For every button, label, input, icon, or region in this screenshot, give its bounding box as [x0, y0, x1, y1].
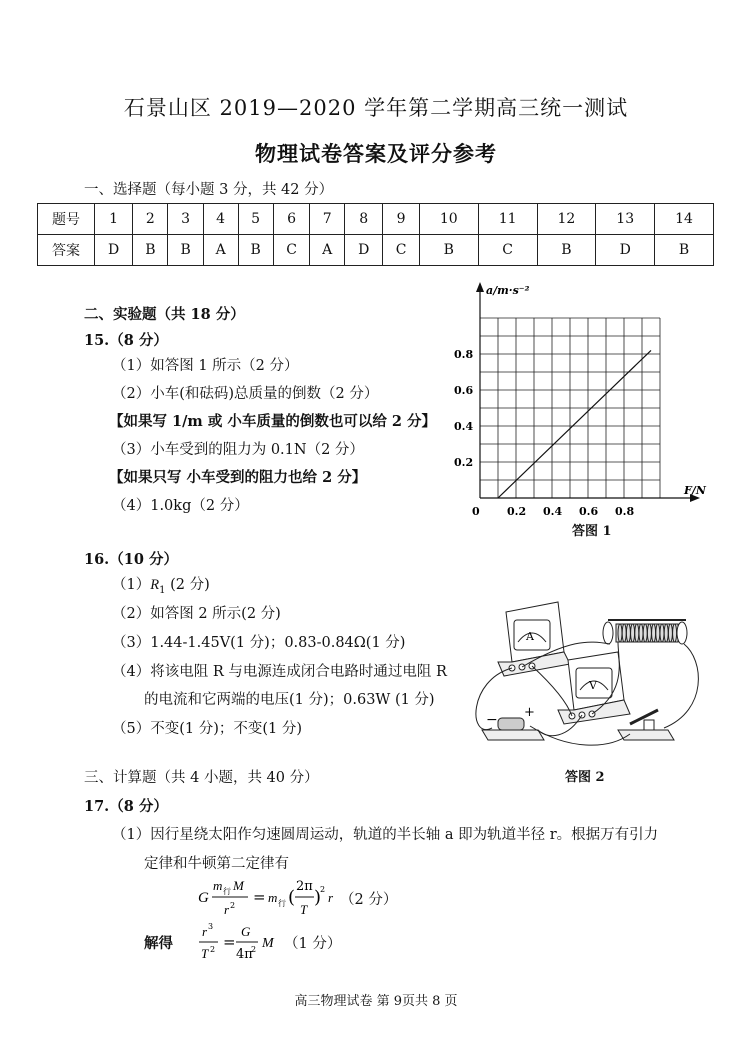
svg-text:=: = [253, 888, 266, 906]
question-number-cell: 7 [310, 204, 345, 235]
question-number-cell: 10 [419, 204, 478, 235]
answer-cell: B [419, 235, 478, 266]
svg-text:2: 2 [251, 945, 257, 954]
circuit-figure-2 [468, 600, 718, 765]
question-number-cell: 3 [168, 204, 203, 235]
svg-text:M: M [262, 936, 274, 951]
x-tick-label: 0.8 [615, 505, 635, 518]
q16-suffix: (2 分) [165, 577, 210, 593]
svg-text:m: m [268, 890, 278, 905]
page-footer: 高三物理试卷 第 9页共 8 页 [294, 994, 458, 1009]
eq1-score: （2 分） [340, 892, 398, 908]
answer-cell: C [273, 235, 310, 266]
svg-text:4π: 4π [236, 947, 253, 962]
table-row [38, 235, 714, 266]
fit-line [498, 350, 651, 498]
q16-prefix: （1） [112, 577, 151, 593]
battery [482, 705, 544, 740]
answer-cell: A [203, 235, 238, 266]
q15-line: （4）1.0kg（2 分） [112, 498, 249, 514]
answer-cell: D [95, 235, 133, 266]
eq2-score: （1 分） [284, 936, 342, 952]
q15-note: 【如果只写 小车受到的阻力也给 2 分】 [109, 469, 367, 486]
question-number-cell: 12 [537, 204, 596, 235]
svg-text:(: ( [288, 887, 296, 908]
caption-figure-2: 答图 2 [565, 770, 605, 785]
table-header-cell: 答案 [38, 235, 95, 266]
rheostat [603, 620, 687, 644]
graph-answer-1 [450, 280, 720, 540]
resistor-symbol: R [150, 577, 160, 593]
voltmeter-label: V [589, 679, 597, 692]
section3-heading: 三、计算题（共 4 小题，共 40 分） [84, 770, 319, 786]
q17-para: 定律和牛顿第二定律有 [144, 856, 289, 872]
svg-text:G: G [198, 890, 209, 906]
q15-line: （3）小车受到的阻力为 0.1N（2 分） [112, 442, 364, 458]
question-number-cell: 13 [596, 204, 655, 235]
y-tick-label: 0.6 [454, 384, 474, 397]
svg-text:m: m [213, 878, 223, 893]
x-tick-label: 0.6 [579, 505, 599, 518]
x-tick-label: 0.2 [507, 505, 527, 518]
svg-text:行: 行 [223, 887, 231, 896]
svg-text:r: r [224, 902, 230, 917]
q16-line: （5）不变(1 分)；不变(1 分) [112, 721, 303, 737]
wire [532, 666, 572, 716]
table-row [38, 204, 714, 235]
q15-line: （2）小车(和砝码)总质量的倒数（2 分） [112, 386, 379, 402]
table-header-cell: 题号 [38, 204, 95, 235]
answer-cell: B [655, 235, 714, 266]
svg-text:r: r [202, 924, 208, 939]
svg-text:2: 2 [230, 901, 236, 910]
page-title: 石景山区 2019—2020 学年第二学期高三统一测试 [123, 96, 629, 120]
question-number-cell: 14 [655, 204, 714, 235]
answer-cell: C [383, 235, 420, 266]
caption-figure-1: 答图 1 [572, 524, 612, 539]
resistor-subscript: 1 [159, 584, 166, 596]
y-tick-labels [454, 348, 473, 469]
answer-table [37, 203, 714, 266]
answer-cell: B [133, 235, 168, 266]
question-number-cell: 11 [478, 204, 537, 235]
q16-line: 的电流和它两端的电压(1 分)；0.63W (1 分) [144, 692, 435, 708]
question-number-cell: 4 [203, 204, 238, 235]
y-tick-label: 0.2 [454, 456, 474, 469]
answer-cell: B [537, 235, 596, 266]
answer-cell: C [478, 235, 537, 266]
svg-text:M: M [233, 878, 244, 893]
svg-text:): ) [314, 887, 322, 908]
answer-cell: B [168, 235, 203, 266]
svg-text:3: 3 [208, 922, 214, 931]
section2-heading: 二、实验题（共 18 分） [84, 306, 245, 323]
answer-cell: A [310, 235, 345, 266]
q16-line: （2）如答图 2 所示(2 分) [112, 606, 281, 622]
q16-line: （4）将该电阻 R 与电源连成闭合电路时通过电阻 R [112, 664, 447, 680]
q17-para: （1）因行星绕太阳作匀速圆周运动，轨道的半长轴 a 即为轨道半径 r。根据万有引力 [112, 827, 659, 843]
answer-cell: D [345, 235, 383, 266]
svg-text:T: T [201, 946, 209, 961]
svg-text:2: 2 [320, 885, 326, 894]
y-tick-label: 0.4 [454, 420, 474, 433]
section1-heading: 一、选择题（每小题 3 分，共 42 分） [84, 182, 334, 198]
q15-line: （1）如答图 1 所示（2 分） [112, 358, 299, 374]
q16-title: 16.（10 分） [84, 551, 178, 568]
y-tick-label: 0.8 [454, 348, 474, 361]
question-number-cell: 1 [95, 204, 133, 235]
ammeter-label: A [526, 630, 534, 643]
svg-text:行: 行 [278, 899, 286, 908]
answer-cell: D [596, 235, 655, 266]
origin-label: 0 [472, 505, 480, 518]
svg-text:2π: 2π [296, 879, 313, 894]
question-number-cell: 5 [238, 204, 273, 235]
question-number-cell: 9 [383, 204, 420, 235]
solve-label: 解得 [144, 935, 173, 952]
battery-plus: + [524, 705, 535, 720]
y-axis-label: a/m·s⁻² [486, 284, 530, 297]
x-axis-label: F/N [684, 484, 706, 497]
svg-text:=: = [223, 933, 236, 951]
wire [664, 644, 698, 728]
q15-note: 【如果写 1/m 或 小车质量的倒数也可以给 2 分】 [109, 413, 437, 430]
question-number-cell: 2 [133, 204, 168, 235]
x-tick-label: 0.4 [543, 505, 563, 518]
battery-minus: − [486, 712, 498, 728]
ammeter [498, 602, 570, 676]
graph-grid [480, 318, 660, 498]
q17-title: 17.（8 分） [84, 798, 168, 815]
svg-text:r: r [328, 890, 334, 905]
q15-title: 15.（8 分） [84, 332, 168, 349]
svg-text:G: G [241, 924, 251, 939]
answer-cell: B [238, 235, 273, 266]
question-number-cell: 8 [345, 204, 383, 235]
svg-text:T: T [300, 902, 308, 917]
q16-line [112, 573, 210, 596]
equation-kepler [196, 916, 296, 966]
page-subtitle: 物理试卷答案及评分参考 [255, 141, 497, 166]
svg-text:2: 2 [210, 945, 216, 954]
q16-line: （3）1.44-1.45V(1 分)；0.83-0.84Ω(1 分) [112, 635, 406, 651]
x-tick-labels [507, 505, 634, 518]
question-number-cell: 6 [273, 204, 310, 235]
y-axis-arrow [476, 282, 484, 292]
wire [530, 726, 630, 745]
